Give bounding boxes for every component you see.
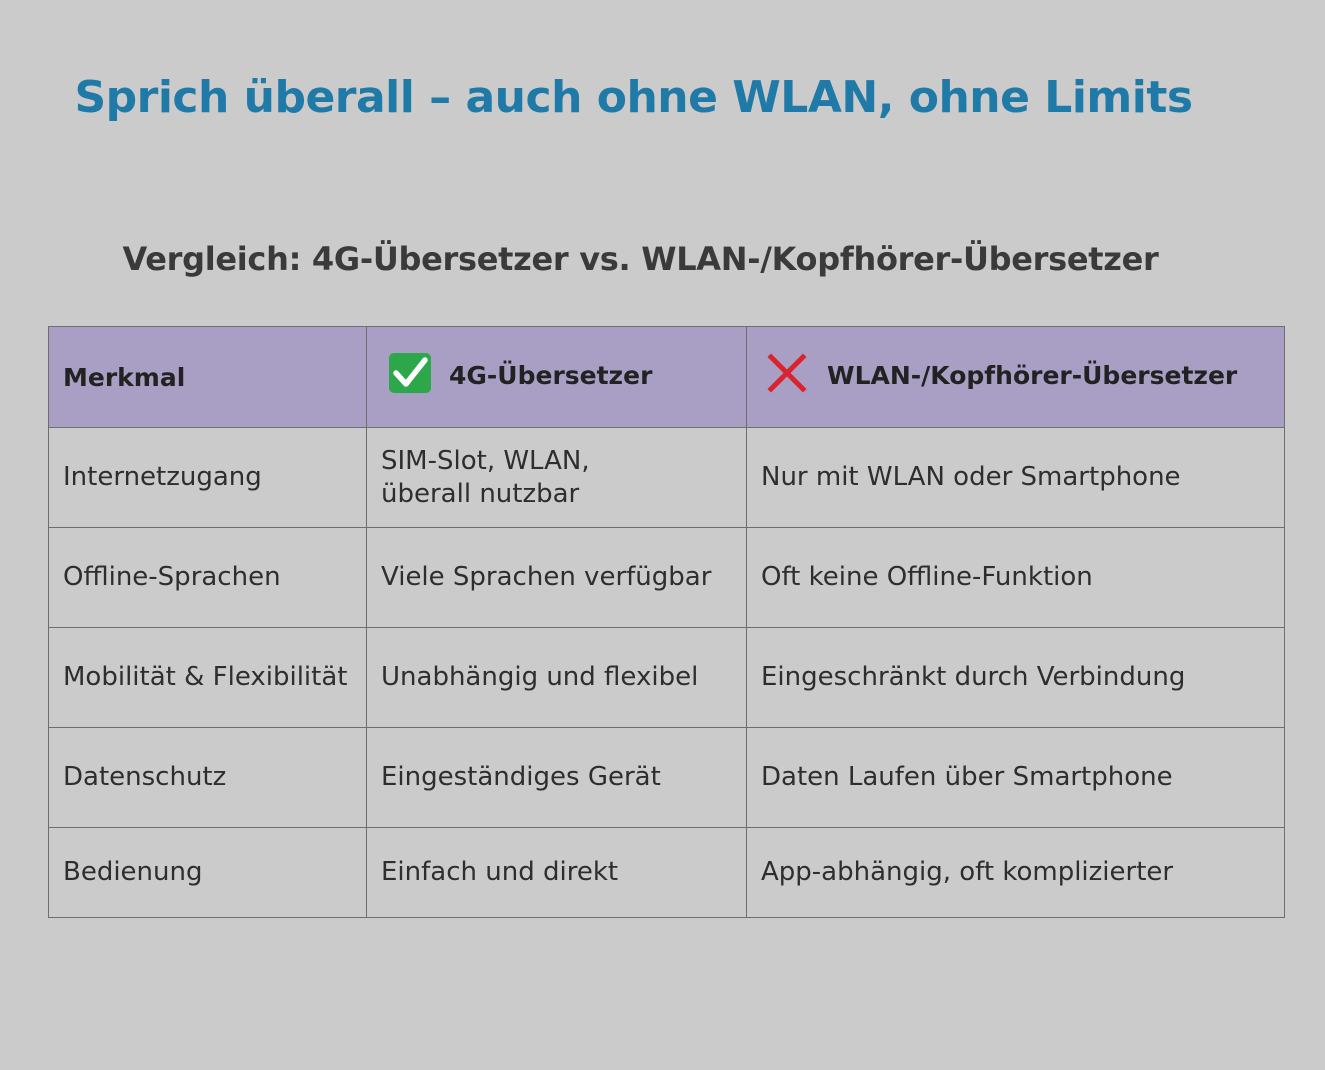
table-row	[49, 428, 1285, 528]
4g-cell: Einfach und direkt	[367, 828, 747, 918]
wlan-cell: Oft keine Offline-Funktion	[747, 528, 1285, 628]
header-4g-label: 4G-Übersetzer	[449, 361, 653, 390]
check-mark-icon	[389, 353, 431, 393]
table-row	[49, 728, 1285, 828]
wlan-cell: App-abhängig, oft komplizierter	[747, 828, 1285, 918]
header-wlan-label: WLAN-/Kopfhörer-Übersetzer	[827, 361, 1238, 390]
page-title: Sprich überall – auch ohne WLAN, ohne Limits	[74, 72, 1193, 123]
wlan-cell: Nur mit WLAN oder Smartphone	[747, 428, 1285, 528]
cross-mark-icon	[767, 353, 807, 393]
4g-cell: Viele Sprachen verfügbar	[367, 528, 747, 628]
feature-cell: Bedienung	[49, 828, 367, 918]
comparison-table	[48, 326, 1285, 918]
wlan-cell: Daten Laufen über Smartphone	[747, 728, 1285, 828]
header-feature	[49, 327, 367, 428]
table-header-row	[49, 327, 1285, 428]
4g-cell	[367, 428, 747, 528]
header-feature-label: Merkmal	[63, 362, 186, 392]
4g-cell-line: SIM-Slot, WLAN,	[381, 445, 590, 476]
4g-cell: Unabhängig und flexibel	[367, 628, 747, 728]
table-row	[49, 528, 1285, 628]
feature-cell: Mobilität & Flexibilität	[49, 628, 367, 728]
feature-cell: Internetzugang	[49, 428, 367, 528]
wlan-cell: Eingeschränkt durch Verbindung	[747, 628, 1285, 728]
header-wlan	[747, 327, 1285, 428]
feature-cell: Offline-Sprachen	[49, 528, 367, 628]
4g-cell-line: überall nutzbar	[381, 478, 580, 509]
table-row	[49, 628, 1285, 728]
comparison-subtitle: Vergleich: 4G-Übersetzer vs. WLAN-/Kopfhörer-Übersetzer	[122, 240, 1159, 278]
table-row	[49, 828, 1285, 918]
4g-cell: Eingeständiges Gerät	[367, 728, 747, 828]
header-4g	[367, 327, 747, 428]
feature-cell: Datenschutz	[49, 728, 367, 828]
